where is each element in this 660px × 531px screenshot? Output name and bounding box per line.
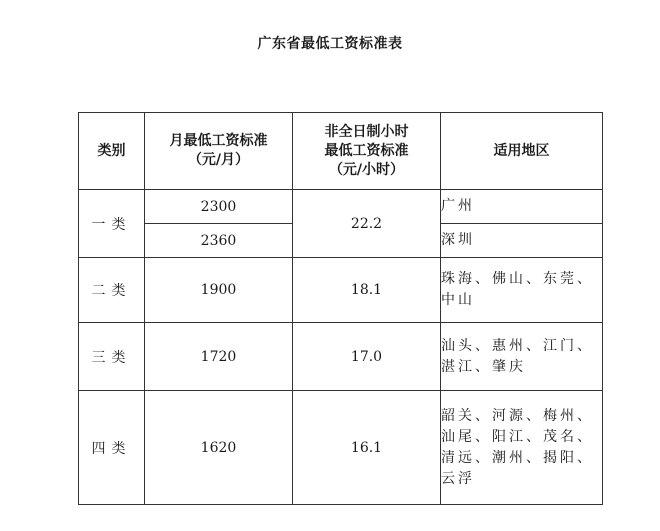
page-title: 广东省最低工资标准表 — [257, 36, 403, 52]
header-monthly-line-2: （元/月） — [187, 152, 250, 168]
category-cell: 一类 — [79, 190, 145, 258]
monthly-cell: 2360 — [145, 224, 293, 258]
hourly-cell: 17.0 — [293, 323, 441, 391]
monthly-cell: 2300 — [145, 190, 293, 224]
area-line: 湛江、肇庆 — [441, 358, 526, 375]
header-hourly-line-2: 最低工资标准 — [324, 142, 409, 159]
hourly-cell: 18.1 — [293, 258, 441, 323]
area-line: 韶关、河源、梅州、 — [441, 407, 594, 424]
category-cell: 三类 — [79, 323, 145, 391]
area-line: 汕尾、阳江、茂名、 — [441, 428, 594, 445]
area-line: 云浮 — [441, 470, 475, 487]
hourly-cell: 22.2 — [293, 190, 441, 258]
monthly-cell: 1900 — [145, 258, 293, 323]
area-cell — [441, 391, 603, 505]
area-line: 中山 — [441, 292, 475, 308]
area-line: 汕头、惠州、江门、 — [441, 337, 594, 354]
area-cell — [441, 258, 603, 323]
table-row — [79, 323, 603, 391]
header-category: 类别 — [79, 113, 145, 190]
header-row — [79, 113, 603, 190]
header-monthly-line-1: 月最低工资标准 — [169, 133, 268, 149]
category-cell: 二类 — [79, 258, 145, 323]
wage-table — [78, 112, 603, 505]
hourly-cell: 16.1 — [293, 391, 441, 505]
category-cell: 四类 — [79, 391, 145, 505]
header-hourly-line-3: （元/小时） — [328, 161, 405, 178]
header-monthly — [145, 113, 293, 190]
table-row — [79, 190, 603, 224]
header-hourly — [293, 113, 441, 190]
table-row — [79, 391, 603, 505]
monthly-cell: 1720 — [145, 323, 293, 391]
area-cell: 广州 — [441, 190, 603, 224]
area-cell — [441, 323, 603, 391]
area-cell: 深圳 — [441, 224, 603, 258]
header-hourly-line-1: 非全日制小时 — [324, 123, 409, 140]
monthly-cell: 1620 — [145, 391, 293, 505]
area-line: 清远、潮州、揭阳、 — [441, 449, 594, 466]
area-line: 珠海、佛山、东莞、 — [441, 271, 594, 287]
table-row — [79, 258, 603, 323]
header-area: 适用地区 — [441, 113, 603, 190]
